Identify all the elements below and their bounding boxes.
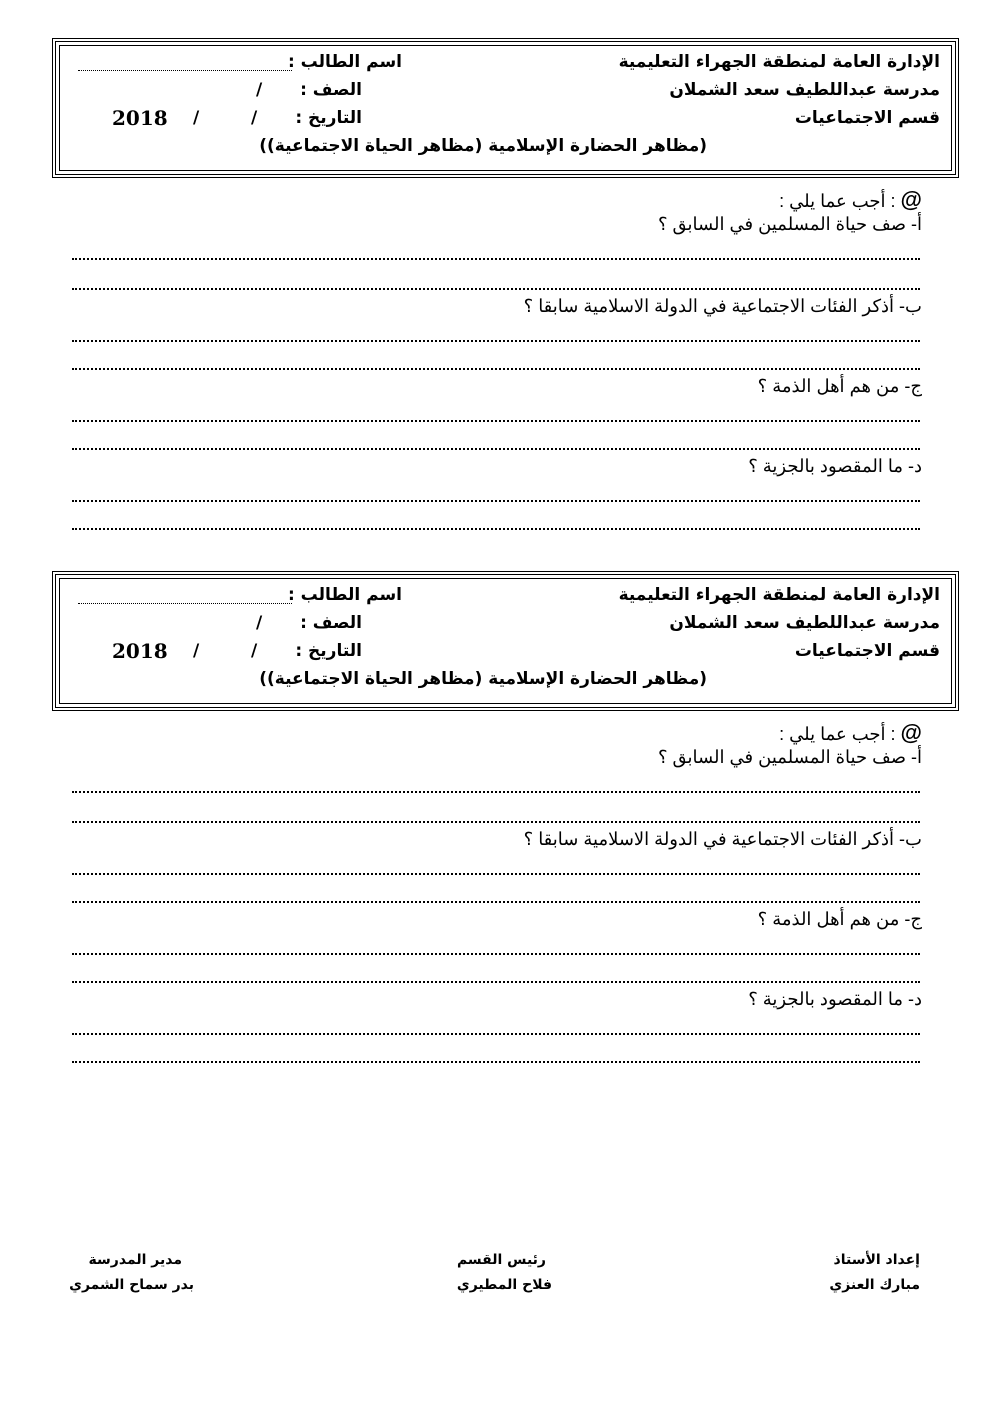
- class-slash: /: [256, 80, 263, 100]
- answer-line[interactable]: [72, 420, 920, 422]
- lesson-title: (مظاهر الحضارة الإسلامية (مظاهر الحياة الاجتماعية)): [259, 136, 707, 156]
- authority-name: الإدارة العامة لمنطقة الجهراء التعليمية: [618, 585, 940, 605]
- student-name-label: اسم الطالب :: [287, 52, 402, 72]
- answer-line[interactable]: [72, 901, 920, 903]
- date-slash-2: /: [193, 108, 200, 128]
- principal-name: بدر سماح الشمري: [69, 1277, 194, 1293]
- answer-line[interactable]: [72, 500, 920, 502]
- worksheet-copy-1: [0, 38, 992, 558]
- class-slash: /: [256, 613, 263, 633]
- principal-title: مدير المدرسة: [88, 1252, 182, 1268]
- at-symbol: @: [900, 187, 922, 212]
- answer-line[interactable]: [72, 1033, 920, 1035]
- head-title: رئيس القسم: [456, 1252, 546, 1268]
- year: 2018: [112, 106, 168, 130]
- at-symbol: @: [900, 720, 922, 745]
- date-slash-1: /: [251, 108, 258, 128]
- school-name: مدرسة عبداللطيف سعد الشملان: [669, 80, 940, 100]
- date-label: التاريخ :: [295, 641, 362, 661]
- student-name-field[interactable]: [78, 603, 292, 604]
- department-name: قسم الاجتماعيات: [794, 108, 940, 128]
- question-a: أ- صف حياة المسلمين في السابق ؟: [657, 214, 922, 234]
- student-name-field[interactable]: [78, 70, 292, 71]
- answer-line[interactable]: [72, 873, 920, 875]
- answer-line[interactable]: [72, 1061, 920, 1063]
- question-c: ج- من هم أهل الذمة ؟: [757, 909, 922, 929]
- school-name: مدرسة عبداللطيف سعد الشملان: [669, 613, 940, 633]
- question-d: د- ما المقصود بالجزية ؟: [748, 989, 922, 1009]
- teacher-title: إعداد الأستاذ: [833, 1252, 920, 1268]
- answer-line[interactable]: [72, 288, 920, 290]
- question-a: أ- صف حياة المسلمين في السابق ؟: [657, 747, 922, 767]
- answer-line[interactable]: [72, 448, 920, 450]
- answer-line[interactable]: [72, 821, 920, 823]
- question-c: ج- من هم أهل الذمة ؟: [757, 376, 922, 396]
- date-label: التاريخ :: [295, 108, 362, 128]
- question-d: د- ما المقصود بالجزية ؟: [748, 456, 922, 476]
- answer-line[interactable]: [72, 340, 920, 342]
- answer-line[interactable]: [72, 981, 920, 983]
- worksheet-copy-2: [0, 571, 992, 1091]
- answer-line[interactable]: [72, 791, 920, 793]
- instruction: [779, 720, 922, 746]
- class-label: الصف :: [300, 80, 362, 100]
- answer-line[interactable]: [72, 368, 920, 370]
- question-b: ب- أذكر الفئات الاجتماعية في الدولة الاسلامية سابقا ؟: [523, 296, 922, 316]
- date-slash-1: /: [251, 641, 258, 661]
- instruction-text: : أجب عما يلي :: [779, 724, 896, 744]
- student-name-label: اسم الطالب :: [287, 585, 402, 605]
- answer-line[interactable]: [72, 258, 920, 260]
- date-slash-2: /: [193, 641, 200, 661]
- authority-name: الإدارة العامة لمنطقة الجهراء التعليمية: [618, 52, 940, 72]
- lesson-title: (مظاهر الحضارة الإسلامية (مظاهر الحياة الاجتماعية)): [259, 669, 707, 689]
- class-label: الصف :: [300, 613, 362, 633]
- instruction: [779, 187, 922, 213]
- teacher-name: مبارك العنزي: [829, 1277, 920, 1293]
- department-name: قسم الاجتماعيات: [794, 641, 940, 661]
- question-b: ب- أذكر الفئات الاجتماعية في الدولة الاسلامية سابقا ؟: [523, 829, 922, 849]
- year: 2018: [112, 639, 168, 663]
- answer-line[interactable]: [72, 953, 920, 955]
- head-name: فلاح المطيري: [456, 1277, 552, 1293]
- instruction-text: : أجب عما يلي :: [779, 191, 896, 211]
- answer-line[interactable]: [72, 528, 920, 530]
